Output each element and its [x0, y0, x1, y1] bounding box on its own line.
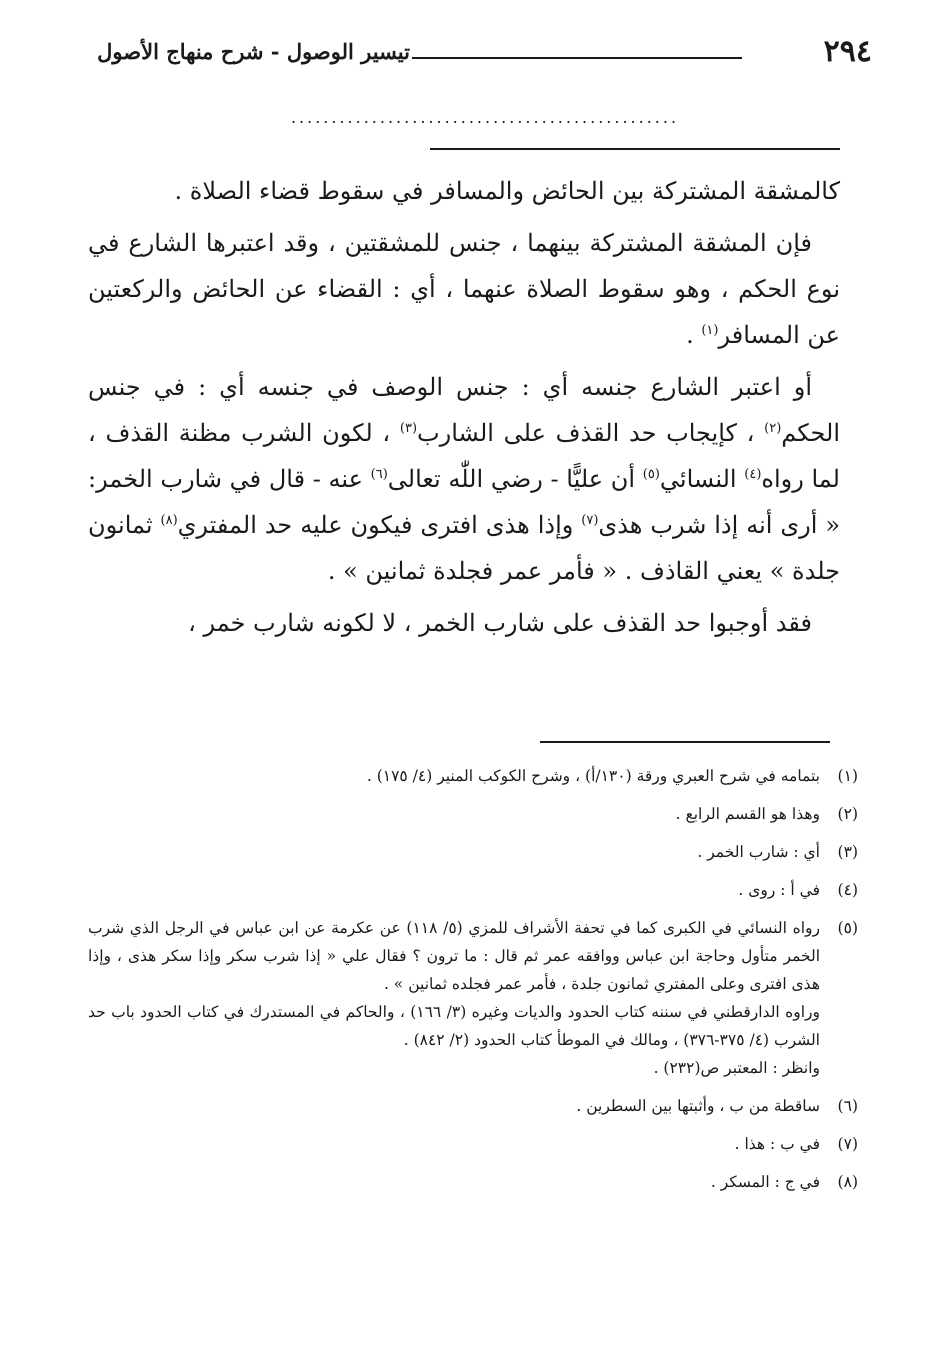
dotted-separator: ................................................ — [290, 108, 680, 127]
footnote-text: وهذا هو القسم الرابع . — [675, 805, 820, 823]
paragraph-1: كالمشقة المشتركة بين الحائض والمسافر في سقوط قضاء الصلاة . — [174, 177, 840, 205]
running-title: تيسير الوصول - شرح منهاج الأصول — [97, 39, 410, 64]
footnote-text: في ج : المسكر . — [710, 1173, 820, 1191]
footnote-ref-6: (٦) — [370, 467, 388, 482]
footnote-text: رواه النسائي في الكبرى كما في تحفة الأشراف للمزي (٥/ ١١٨) عن عكرمة عن ابن عباس في الرجل الذي شرب الخمر متأول وحاجة ابن عباس ووافقه عمر ثم قال : ما ترون ؟ فقال علي « إذا شرب سكر وإذا سكر هذى ، وإذا هذى افترى وعلى المفتري ثمانون جلدة ، فأمر عمر فجلده ثمانين » . — [88, 919, 821, 993]
footnote-text: وانظر : المعتبر ص(٢٣٢) . — [653, 1059, 820, 1077]
footnote — [88, 914, 858, 1082]
footnote — [88, 1168, 858, 1196]
footnotes — [88, 762, 858, 1206]
paragraph-3: أو اعتبر الشارع جنسه أي : جنس الوصف في جنسه أي : في جنس الحكم$^{(٢)}$ ، كإيجاب حد القذف على الشارب$^{(٣)}$ ، لكون الشرب مظنة القذف ، لما رواه$^{(٤)}$ النسائي$^{(٥)}$ أن عليًّا - رضي اللّٰه تعالى$^{(٦)}$ عنه - قال في شارب الخمر: « أرى أنه إذا شرب هذى$^{(٧)}$ وإذا هذى افترى فيكون عليه حد المفتري$^{(٨)}$ ثمانون جلدة » يعني القاذف . « فأمر عمر فجلدة ثمانين » . — [88, 373, 841, 585]
paragraph-4: فقد أوجبوا حد القذف على شارب الخمر ، لا لكونه شارب خمر ، — [188, 609, 812, 637]
footnote-rule — [540, 741, 830, 743]
footnote-ref-7: (٧) — [581, 513, 599, 528]
footnote — [88, 800, 858, 828]
footnote-text: وراوه الدارقطني في سننه كتاب الحدود والديات وغيره (٣/ ١٦٦) ، والحاكم في المستدرك في كتاب الحدود باب حد الشرب (٤/ ٣٧٥-٣٧٦) ، ومالك في الموطأ كتاب الحدود (٢/ ٨٤٢) . — [88, 1003, 820, 1049]
footnote-text: في أ : روى . — [738, 881, 820, 899]
footnote-ref-1: (١) — [701, 323, 719, 338]
footnote-number: (٦) — [837, 1097, 858, 1115]
footnote — [88, 1092, 858, 1120]
footnote-ref-4: (٤) — [744, 467, 762, 482]
main-text — [88, 168, 840, 652]
footnote-ref-3: (٣) — [399, 421, 418, 436]
footnote — [88, 762, 858, 790]
footnote-text: ساقطة من ب ، وأثبتها بين السطرين . — [576, 1097, 820, 1115]
footnote-text: في ب : هذا . — [734, 1135, 820, 1153]
footnote-ref-2: (٢) — [764, 421, 782, 436]
footnote-text: بتمامه في شرح العبري ورقة (١٣٠/أ) ، وشرح الكوكب المنير (٤/ ١٧٥) . — [366, 767, 820, 785]
footnote-number: (٧) — [837, 1135, 858, 1153]
top-rule — [430, 148, 840, 150]
footnote — [88, 1130, 858, 1158]
footnote-number: (٨) — [837, 1173, 858, 1191]
footnote — [88, 876, 858, 904]
paragraph-2: فإن المشقة المشتركة بينهما ، جنس للمشقتين ، وقد اعتبرها الشارع في نوع الحكم ، وهو سقوط الصلاة عنهما ، أي : القضاء عن الحائض والركعتين عن المسافر$^{(١)}$ . — [88, 229, 840, 349]
footnote-number: (٤) — [837, 881, 858, 899]
footnote — [88, 838, 858, 866]
footnote-ref-8: (٨) — [160, 513, 178, 528]
page-number: ٢٩٤ — [823, 34, 872, 69]
footnote-number: (١) — [837, 767, 858, 785]
header-rule — [412, 57, 742, 59]
footnote-ref-5: (٥) — [642, 467, 660, 482]
footnote-number: (٣) — [837, 843, 858, 861]
footnote-number: (٢) — [837, 805, 858, 823]
footnote-number: (٥) — [837, 919, 858, 937]
footnote-text: أي : شارب الخمر . — [697, 843, 820, 861]
